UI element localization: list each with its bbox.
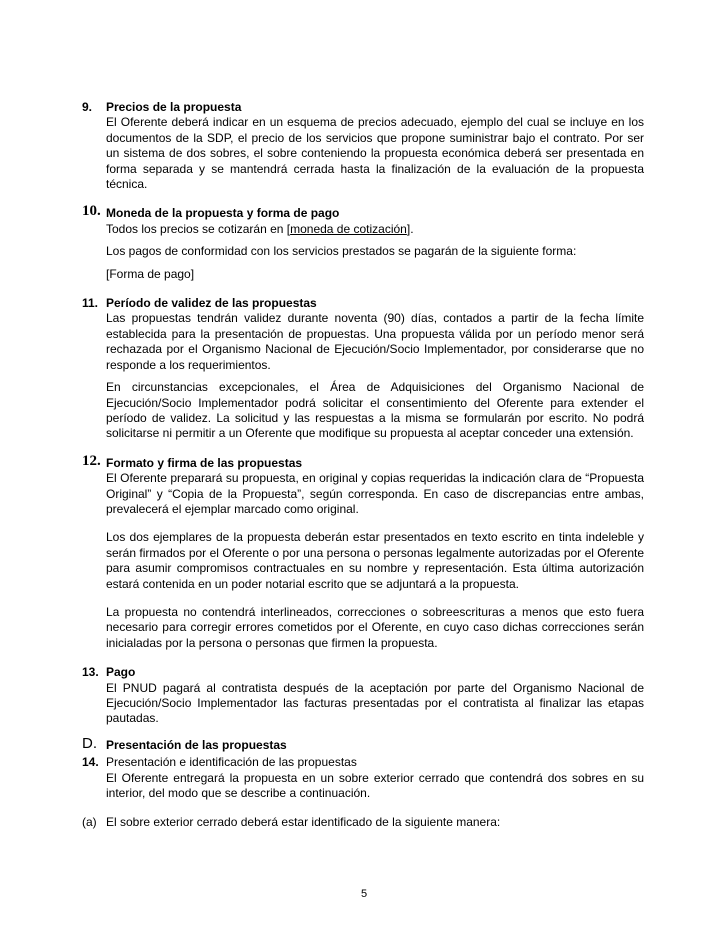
paragraph: El Oferente deberá indicar en un esquema de precios adecuado, ejemplo del cual se incluye en los documentos de la SDP, el precio de los servicios que propone suministrar bajo el contrato. Por ser un sistema de dos sobres, el sobre conteniendo la propuesta económica deberá ser presentada en forma separada y se mantendrá cerrada hasta la finalización de la evaluación de la propuesta técnica.: [106, 115, 644, 192]
section-number: 9.: [82, 100, 93, 114]
document-body: [82, 100, 644, 831]
section-number: 12.: [82, 452, 101, 469]
paragraph: El Oferente preparará su propuesta, en original y copias requeridas la indicación clara de “Propuesta Original” y “Copia de la Propuesta”, según corresponda. En caso de discrepancias entre ambas, prevalecerá el ejemplar marcado como original.: [106, 471, 644, 516]
section-letter: D.: [82, 734, 97, 752]
section-number: 11.: [82, 296, 99, 311]
paragraph: Los dos ejemplares de la propuesta deberán estar presentados en texto escrito en tinta indeleble y serán firmados por el Oferente o por una persona o personas legalmente autorizadas por el Oferente para asumir compromisos contractuales en su nombre y representación. Esta última autorización estará contenida en un poder notarial escrito que se adjuntará a la propuesta.: [106, 530, 644, 591]
section-heading: Precios de la propuesta: [106, 100, 242, 114]
section-13: [82, 665, 644, 727]
section-9: [82, 100, 644, 192]
section-14: [82, 755, 644, 801]
paragraph: La propuesta no contendrá interlineados, correcciones o sobreescrituras a menos que esto fuera necesario para corregir errores cometidos por el Oferente, en cuyo caso dichas correcciones serán inicialadas por la persona o personas que firmen la propuesta.: [106, 604, 644, 650]
paragraph: [Forma de pago]: [106, 266, 195, 281]
item-a: [82, 815, 644, 830]
paragraph: El sobre exterior cerrado deberá estar identificado de la siguiente manera:: [106, 815, 501, 830]
section-number: 14.: [82, 755, 99, 770]
section-heading: Presentación de las propuestas: [106, 737, 287, 752]
section-heading: Período de validez de las propuestas: [106, 296, 317, 311]
section-d: [82, 734, 644, 753]
section-heading: Presentación e identificación de las propuestas: [106, 755, 357, 770]
paragraph: Las propuestas tendrán validez durante noventa (90) días, contados a partir de la fecha límite establecida para la presentación de propuestas. Una propuesta válida por un período menor será rechazada por el Organismo Nacional de Ejecución/Socio Implementador, por considerarse que no responde a los requerimientos.: [106, 311, 644, 372]
item-label: (a): [82, 815, 97, 830]
section-12: [82, 452, 644, 651]
text: ].: [406, 221, 414, 236]
paragraph: El PNUD pagará al contratista después de la aceptación por parte del Organismo Nacional de Ejecución/Socio Implementador las facturas presentadas por el contratista al finalizar las etapas pautadas.: [106, 680, 644, 726]
currency-placeholder: moneda de cotización: [290, 221, 407, 236]
section-10: [82, 203, 644, 282]
text: Todos los precios se cotizarán en [: [106, 221, 291, 236]
section-number: 10.: [82, 203, 101, 220]
section-heading: Formato y firma de las propuestas: [106, 455, 303, 470]
paragraph: Los pagos de conformidad con los servicios prestados se pagarán de la siguiente forma:: [106, 244, 577, 259]
section-number: 13.: [82, 665, 99, 680]
paragraph: En circunstancias excepcionales, el Área de Adquisiciones del Organismo Nacional de Ejecución/Socio Implementador podrá solicitar el consentimiento del Oferente para extender el período de validez. La solicitud y las respuestas a la misma se formularán por escrito. No podrá solicitarse ni permitir a un Oferente que modifique su propuesta al aceptar conceder una extensión.: [106, 380, 644, 441]
paragraph: El Oferente entregará la propuesta en un sobre exterior cerrado que contendrá dos sobres en su interior, del modo que se describe a continuación.: [106, 770, 644, 801]
section-heading: Moneda de la propuesta y forma de pago: [106, 206, 340, 221]
paragraph: [106, 222, 644, 237]
section-heading: Pago: [106, 665, 136, 680]
page-number: 5: [360, 888, 368, 900]
section-11: [82, 296, 644, 442]
